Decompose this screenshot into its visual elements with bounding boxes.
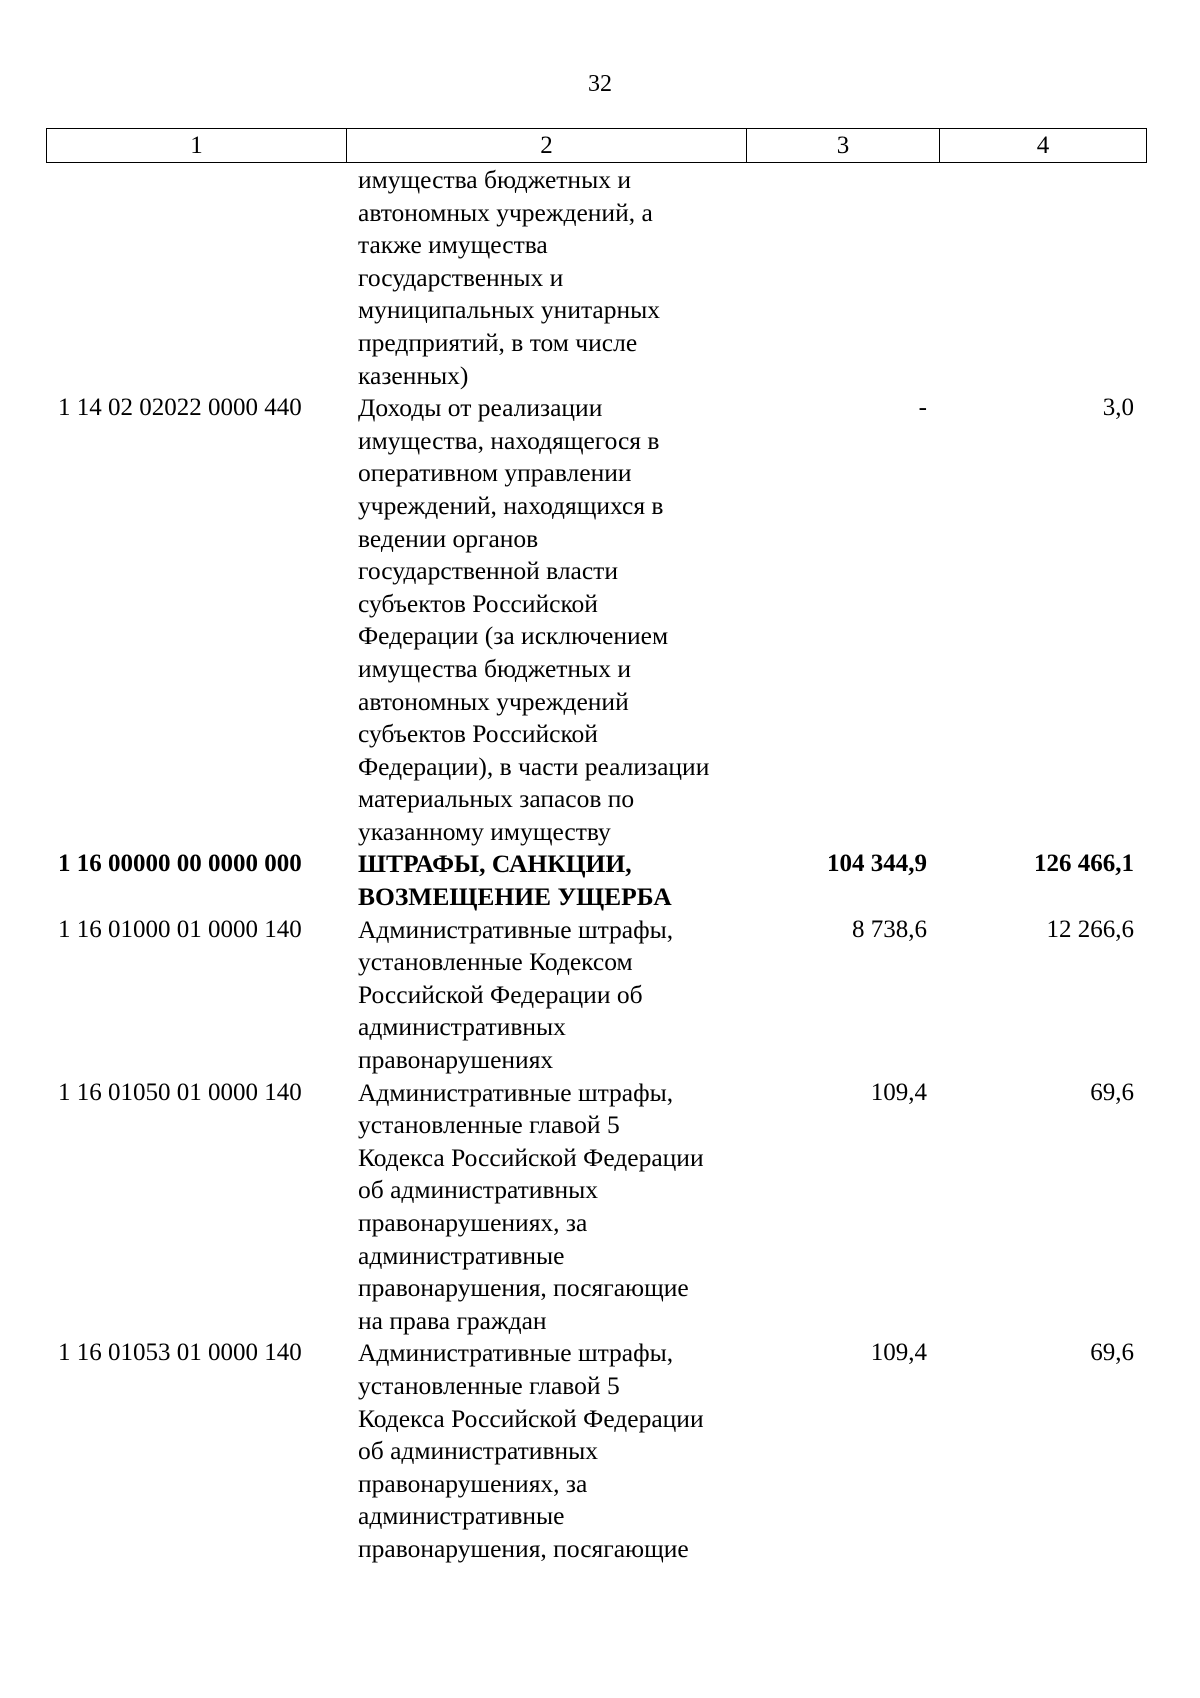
value-col3: - <box>918 394 927 422</box>
budget-code: 1 16 01053 01 0000 140 <box>58 1339 302 1367</box>
value-col4: 12 266,6 <box>1046 915 1134 943</box>
budget-code: 1 14 02 02022 0000 440 <box>58 394 302 422</box>
budget-code: 1 16 01000 01 0000 140 <box>58 915 302 943</box>
description-line: материальных запасов по <box>358 784 635 814</box>
description-line: ВОЗМЕЩЕНИЕ УЩЕРБА <box>358 882 672 912</box>
value-col4: 3,0 <box>1102 394 1134 422</box>
value-col4: 69,6 <box>1090 1339 1134 1367</box>
description-line: Административные штрафы, <box>358 1338 674 1368</box>
table-row <box>46 914 1146 1077</box>
description-line: Кодекса Российской Федерации <box>358 1142 704 1172</box>
description-line: также имущества <box>358 230 548 260</box>
table-row <box>46 1077 1146 1338</box>
description-line: административные <box>358 1501 565 1531</box>
budget-code: 1 16 00000 00 0000 000 <box>58 850 302 878</box>
description-line: правонарушения, посягающие <box>358 1533 689 1563</box>
description-line: ведении органов <box>358 523 539 553</box>
description-line: муниципальных унитарных <box>358 295 661 325</box>
description-line: Федерации), в части реализации <box>358 751 710 781</box>
value-col4: 126 466,1 <box>1034 850 1134 878</box>
description-line: правонарушениях, за <box>358 1468 588 1498</box>
page-number: 32 <box>588 71 612 97</box>
row-description <box>346 914 746 1077</box>
column-header-4: 4 <box>940 129 1147 163</box>
description-line: административные <box>358 1240 565 1270</box>
header-row <box>47 129 1147 163</box>
value-col3: 109,4 <box>870 1078 927 1106</box>
table-header <box>46 128 1147 163</box>
description-line: правонарушениях <box>358 1045 554 1075</box>
description-line: субъектов Российской <box>358 588 598 618</box>
description-line: на права граждан <box>358 1305 547 1335</box>
column-header-2: 2 <box>347 129 747 163</box>
table-row <box>46 1337 1146 1565</box>
description-line: административных <box>358 1012 566 1042</box>
description-line: предприятий, в том числе <box>358 327 638 357</box>
description-line: имущества бюджетных и <box>358 165 631 194</box>
column-header-1: 1 <box>47 129 347 163</box>
column-header-3: 3 <box>747 129 940 163</box>
description-line: имущества, находящегося в <box>358 425 660 455</box>
description-line: Федерации (за исключением <box>358 621 669 651</box>
description-line: ШТРАФЫ, САНКЦИИ, <box>358 849 632 879</box>
description-line: учреждений, находящихся в <box>358 490 664 520</box>
description-line: государственных и <box>358 262 564 292</box>
value-col3: 8 738,6 <box>852 915 927 943</box>
description-line: указанному имуществу <box>358 816 611 846</box>
row-description <box>346 848 746 913</box>
description-line: установленные главой 5 <box>358 1110 620 1140</box>
description-line: имущества бюджетных и <box>358 653 631 683</box>
description-line: оперативном управлении <box>358 458 632 488</box>
description-line: субъектов Российской <box>358 719 598 749</box>
row-description <box>346 392 746 848</box>
row-description <box>346 164 746 392</box>
value-col3: 109,4 <box>870 1339 927 1367</box>
table-row <box>46 164 1146 392</box>
description-line: установленные главой 5 <box>358 1370 620 1400</box>
value-col4: 69,6 <box>1090 1078 1134 1106</box>
description-line: государственной власти <box>358 556 618 586</box>
description-line: Российской Федерации об <box>358 979 643 1009</box>
description-line: Кодекса Российской Федерации <box>358 1403 704 1433</box>
description-line: правонарушения, посягающие <box>358 1273 689 1303</box>
table-row-section-total <box>46 848 1146 913</box>
row-description <box>346 1077 746 1338</box>
description-line: правонарушениях, за <box>358 1208 588 1237</box>
description-line: казенных) <box>358 360 469 390</box>
description-line: установленные Кодексом <box>358 947 633 977</box>
description-line: автономных учреждений <box>358 686 629 716</box>
description-line: Административные штрафы, <box>358 914 674 944</box>
table-row <box>46 392 1146 848</box>
budget-code: 1 16 01050 01 0000 140 <box>58 1078 302 1106</box>
value-col3: 104 344,9 <box>827 850 927 878</box>
description-line: об административных <box>358 1436 599 1466</box>
description-line: автономных учреждений, а <box>358 197 653 227</box>
description-line: Доходы от реализации <box>358 393 603 423</box>
description-line: Административные штрафы, <box>358 1077 674 1107</box>
row-description <box>346 1337 746 1565</box>
table-body <box>46 164 1146 1566</box>
description-line: об административных <box>358 1175 599 1205</box>
